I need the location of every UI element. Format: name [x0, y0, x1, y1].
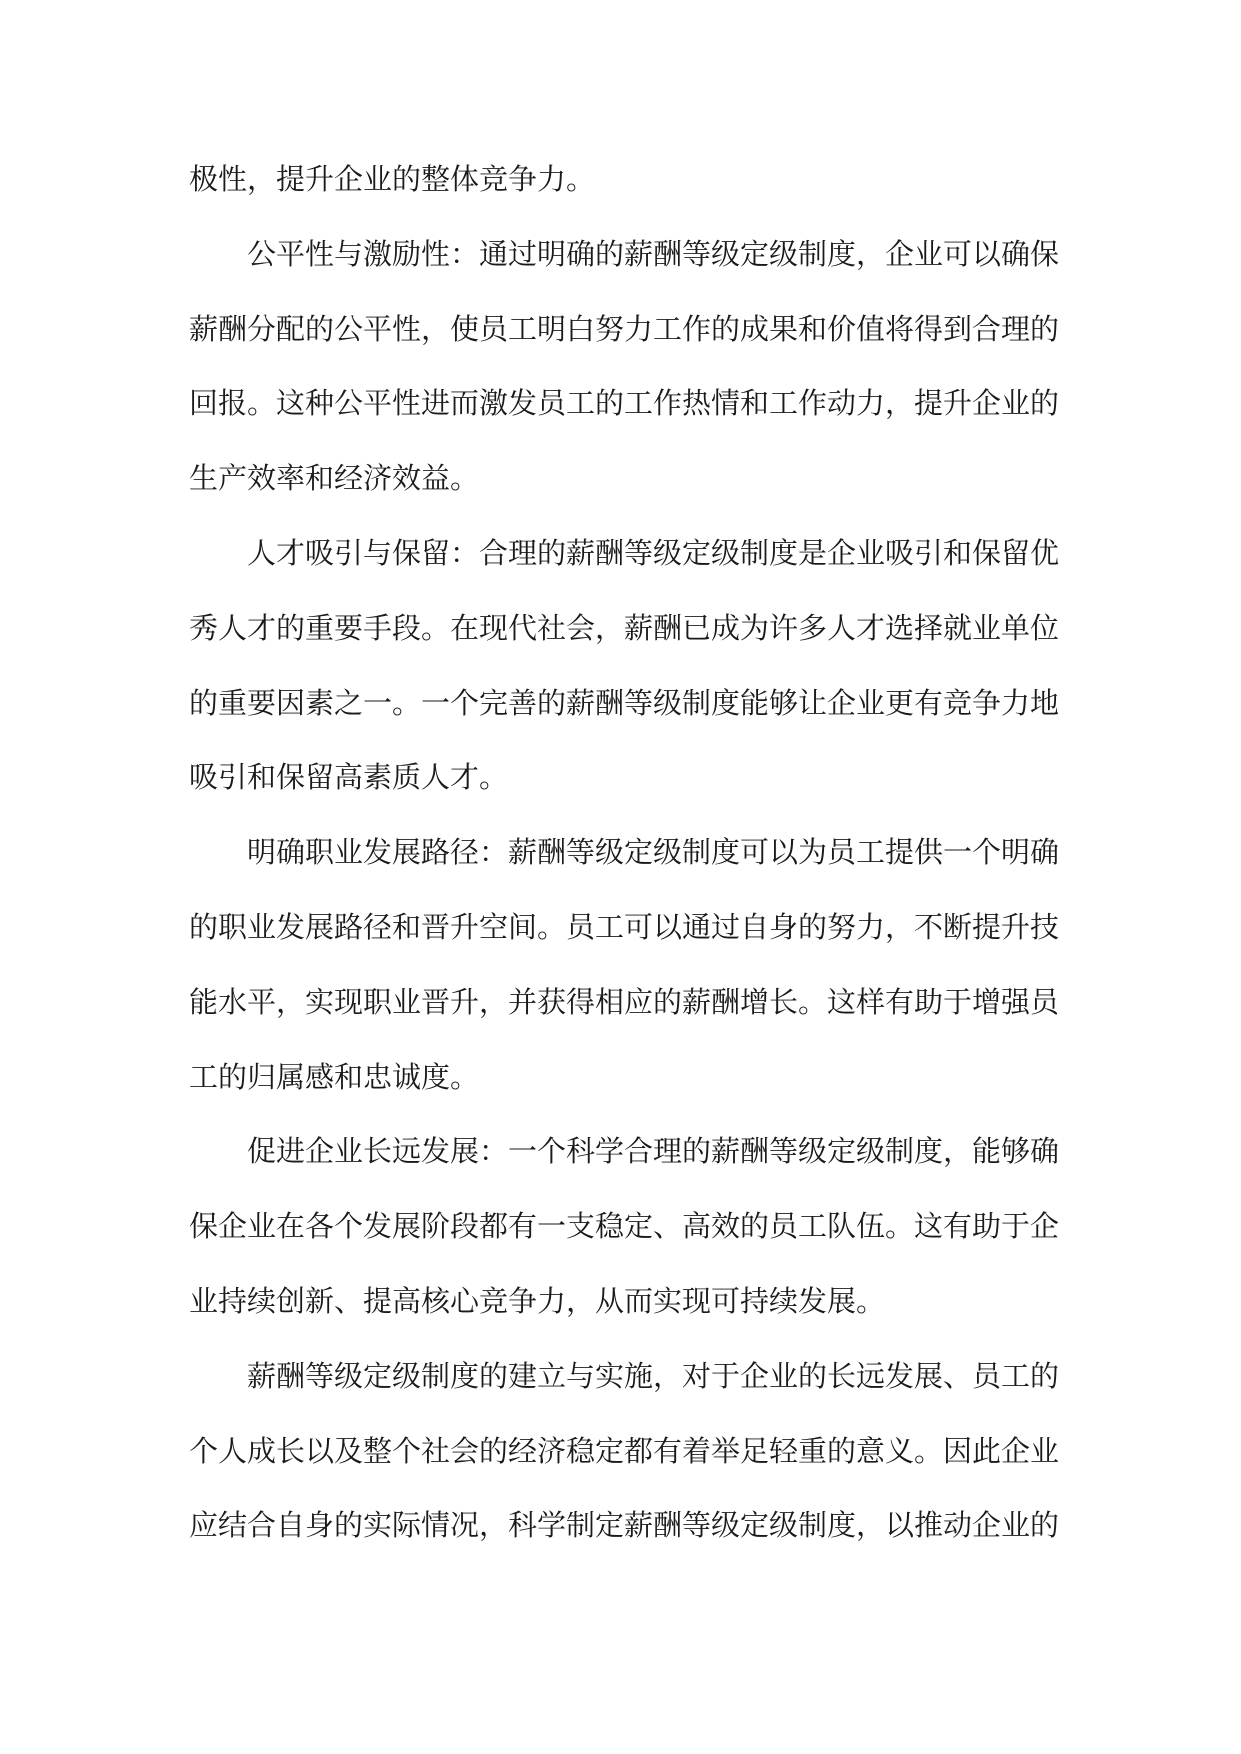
text-line: 工的归属感和忠诚度。: [189, 1059, 480, 1094]
text-line: 生产效率和经济效益。: [189, 461, 480, 496]
body-text: [189, 142, 1059, 1563]
text-line: 保企业在各个发展阶段都有一支稳定、高效的员工队伍。这有助于企: [189, 1209, 1059, 1244]
paragraph-conclusion: [189, 1339, 1059, 1563]
text-line: 人才吸引与保留：合理的薪酬等级定级制度是企业吸引和保留优: [247, 535, 1059, 570]
paragraph-fairness: [189, 217, 1059, 516]
text-line: 薪酬等级定级制度的建立与实施，对于企业的长远发展、员工的: [247, 1358, 1059, 1393]
text-line: 极性，提升企业的整体竞争力。: [189, 162, 596, 196]
text-line: 公平性与激励性：通过明确的薪酬等级定级制度，企业可以确保: [247, 236, 1059, 271]
text-line: 明确职业发展路径：薪酬等级定级制度可以为员工提供一个明确: [247, 835, 1059, 870]
text-line: 吸引和保留高素质人才。: [189, 760, 509, 795]
text-line: 业持续创新、提高核心竞争力，从而实现可持续发展。: [189, 1283, 886, 1318]
paragraph-development: [189, 1114, 1059, 1338]
text-line: 应结合自身的实际情况，科学制定薪酬等级定级制度，以推动企业的: [189, 1508, 1059, 1543]
text-line: 的职业发展路径和晋升空间。员工可以通过自身的努力，不断提升技: [189, 909, 1059, 944]
paragraph-career: [189, 815, 1059, 1114]
paragraph-talent: [189, 516, 1059, 815]
text-line: 个人成长以及整个社会的经济稳定都有着举足轻重的意义。因此企业: [189, 1433, 1059, 1468]
text-line: 薪酬分配的公平性，使员工明白努力工作的成果和价值将得到合理的: [189, 311, 1059, 346]
paragraph-continuation: [189, 142, 1059, 217]
text-line: 秀人才的重要手段。在现代社会，薪酬已成为许多人才选择就业单位: [189, 610, 1059, 645]
text-line: 的重要因素之一。一个完善的薪酬等级制度能够让企业更有竞争力地: [189, 685, 1059, 720]
text-line: 回报。这种公平性进而激发员工的工作热情和工作动力，提升企业的: [189, 386, 1059, 421]
text-line: 能水平，实现职业晋升，并获得相应的薪酬增长。这样有助于增强员: [189, 984, 1059, 1019]
text-line: 促进企业长远发展：一个科学合理的薪酬等级定级制度，能够确: [247, 1134, 1059, 1169]
